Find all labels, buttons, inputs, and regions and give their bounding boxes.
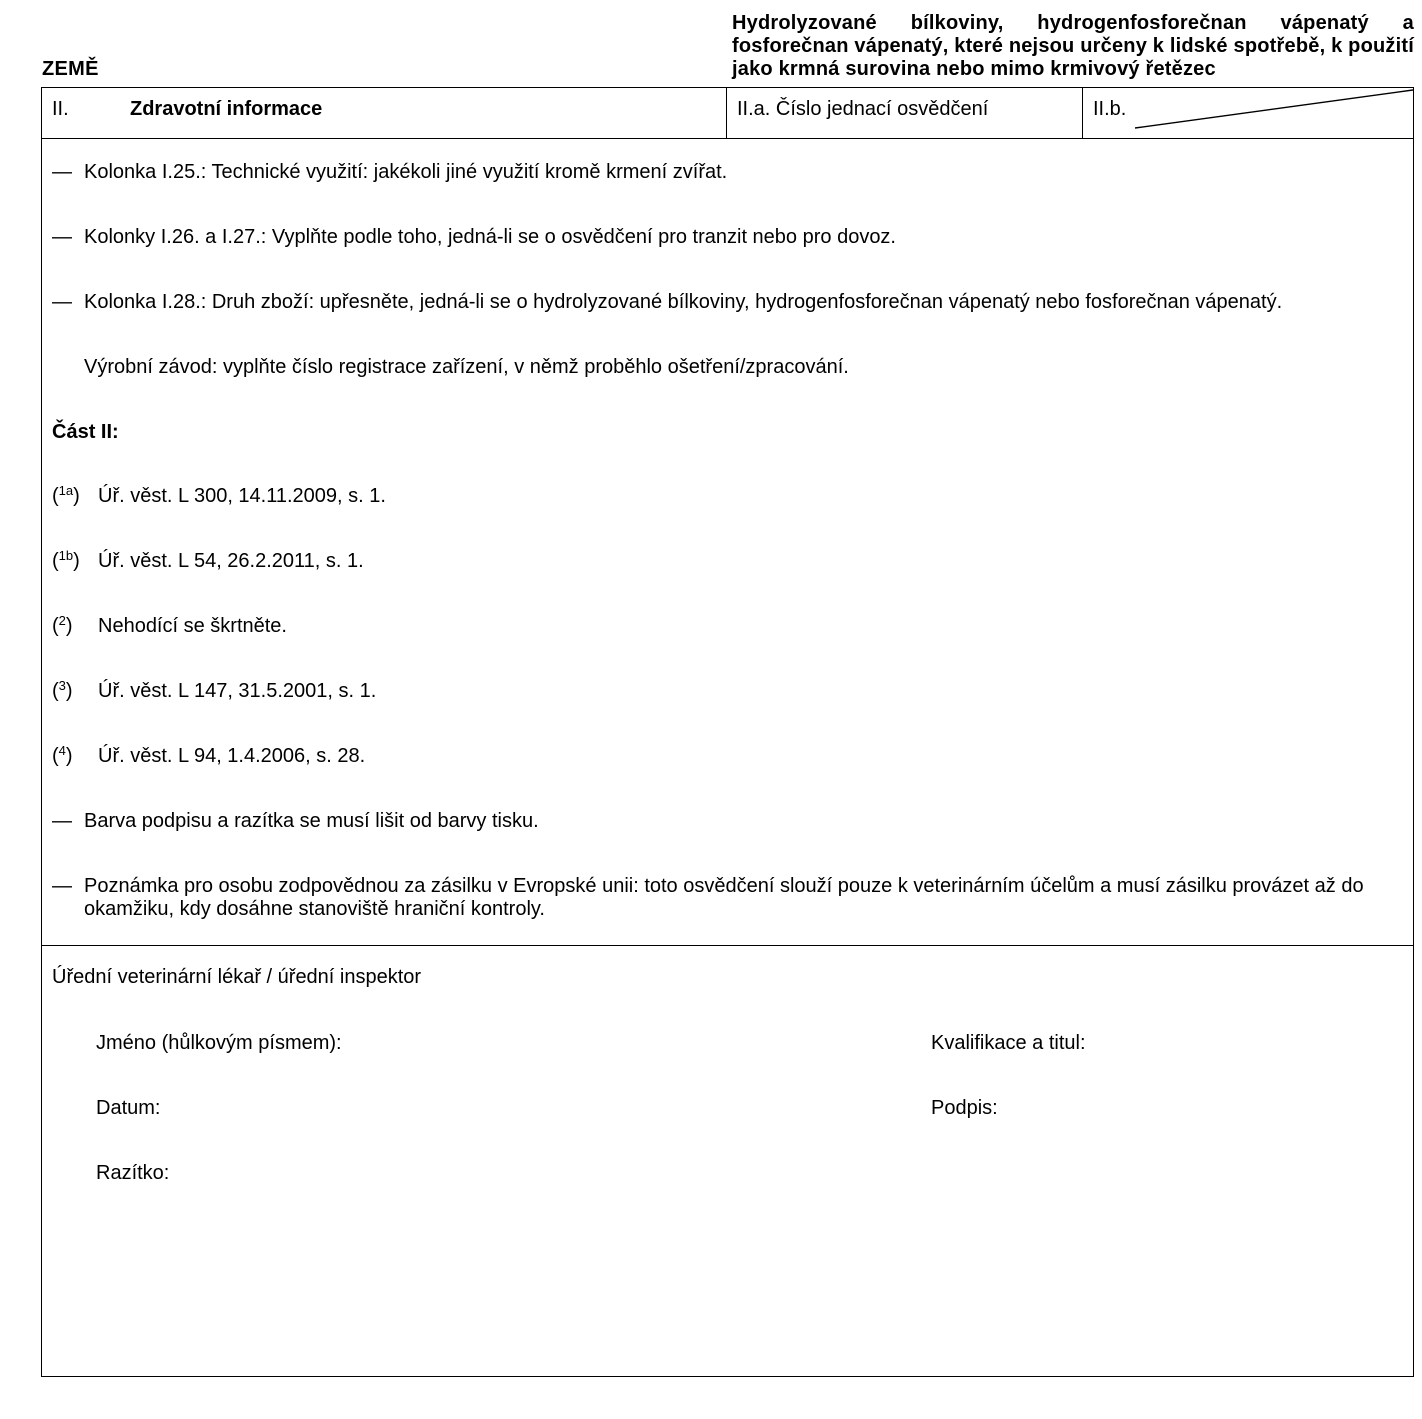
certificate-title: Hydrolyzované bílkoviny, hydrogenfosforečnan vápenatý a fosforečnan vápenatý, které nejsou určeny k lidské spotřebě, k použití jako krmná surovina nebo mimo krmivový řetězec [732, 12, 1414, 80]
dash-bullet: — [52, 875, 72, 897]
signature-label: Podpis: [931, 1097, 998, 1119]
section-title: Zdravotní informace [130, 98, 323, 120]
reference-number-cell [727, 88, 1083, 138]
country-label: ZEMĚ [42, 58, 99, 80]
dash-bullet: — [52, 161, 72, 183]
section-header-row [42, 88, 1413, 139]
diagonal-strike-line [1083, 88, 1413, 139]
officer-heading: Úřední veterinární lékař / úřední inspektor [52, 966, 422, 988]
dash-bullet: — [52, 226, 72, 248]
qualification-label: Kvalifikace a titul: [931, 1032, 1086, 1054]
certificate-form [41, 87, 1414, 1377]
reference-number-label: II.a. Číslo jednací osvědčení [737, 98, 989, 120]
section-number: II. [52, 98, 69, 120]
section-title-cell [42, 88, 727, 138]
stamp-label: Razítko: [96, 1162, 170, 1184]
iib-cell [1083, 88, 1413, 138]
part-ii-heading: Část II: [52, 421, 119, 443]
name-label: Jméno (hůlkovým písmem): [96, 1032, 342, 1054]
dash-bullet: — [52, 810, 72, 832]
iib-label: II.b. [1093, 98, 1127, 120]
notes-section: — Kolonka I.25.: Technické využití: jakékoli jiné využití kromě krmení zvířat. — Kolonky I.26. a I.27.: Vyplňte podle toho, jedná-li se o osvědčení pro tranzit nebo pro dovoz. — Kolonka I.28.: Druh zboží: upřesněte, jedná-li se o hydrolyzované bílkoviny, hydrogenfosforečnan vápenatý nebo fosforečnan vápenatý. Výrobní závod: vyplňte číslo registrace zařízení, v němž proběhlo ošetření/zpracování. Část II: ($^{1a}$) Úř. věst. L 300, 14.11.2009, s. 1. ($^{1b}$) Úř. věst. L 54, 26.2.2011, s. 1. ($^2$) Nehodící se škrtněte. ($^3$) Úř. věst. L 147, 31.5.2001, s. 1. ($^4$) Úř. věst. L 94, 1.4.2006, s. 28. — Barva podpisu a razítka se musí lišit od barvy tisku. — Poznámka pro osobu zodpovědnou za zásilku v Evropské unii: toto osvědčení slouží pouze k veterinárním účelům a musí zásilku provázet až do okamžiku, kdy dosáhne stanoviště hraniční kontroly. [42, 139, 1413, 946]
dash-bullet: — [52, 291, 72, 313]
signature-section [42, 946, 1413, 1376]
date-label: Datum: [96, 1097, 161, 1119]
